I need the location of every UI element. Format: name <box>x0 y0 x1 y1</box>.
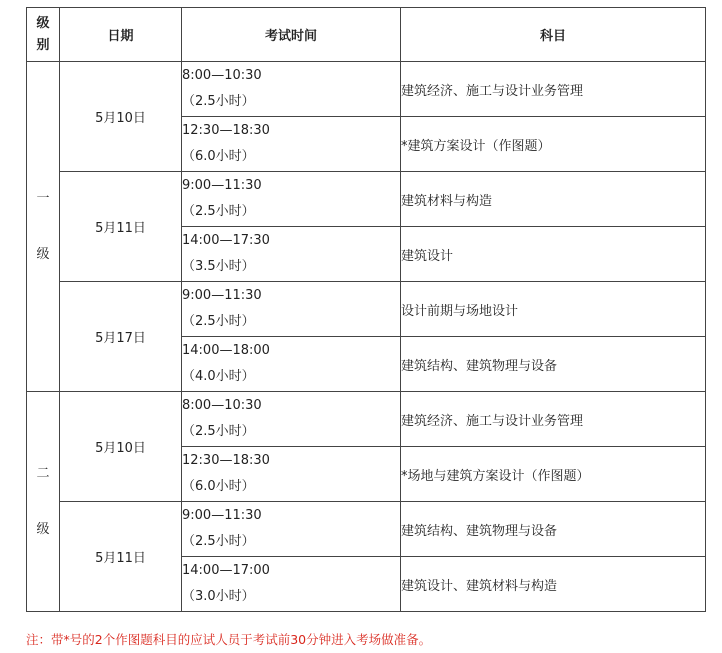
header-subject: 科目 <box>401 8 706 62</box>
header-time: 考试时间 <box>182 8 401 62</box>
subject-cell: *场地与建筑方案设计（作图题） <box>401 447 706 502</box>
time-cell: 14:00—17:30 （3.5小时） <box>182 227 401 282</box>
time-cell: 14:00—18:00 （4.0小时） <box>182 337 401 392</box>
date-cell: 5月11日 <box>60 172 182 282</box>
time-cell: 12:30—18:30 （6.0小时） <box>182 447 401 502</box>
table-row <box>27 282 706 337</box>
table-row <box>27 62 706 117</box>
table-row <box>27 172 706 227</box>
date-cell: 5月10日 <box>60 62 182 172</box>
table-row <box>27 502 706 557</box>
subject-cell: 建筑材料与构造 <box>401 172 706 227</box>
exam-schedule-table <box>26 7 706 612</box>
time-cell: 9:00—11:30 （2.5小时） <box>182 282 401 337</box>
date-cell: 5月11日 <box>60 502 182 612</box>
subject-cell: *建筑方案设计（作图题） <box>401 117 706 172</box>
subject-cell: 建筑设计、建筑材料与构造 <box>401 557 706 612</box>
level-cell: 一 级 <box>27 62 60 392</box>
table-row <box>27 392 706 447</box>
subject-cell: 建筑设计 <box>401 227 706 282</box>
time-cell: 8:00—10:30 （2.5小时） <box>182 392 401 447</box>
subject-cell: 建筑经济、施工与设计业务管理 <box>401 392 706 447</box>
subject-cell: 建筑结构、建筑物理与设备 <box>401 337 706 392</box>
time-cell: 9:00—11:30 （2.5小时） <box>182 172 401 227</box>
subject-cell: 建筑经济、施工与设计业务管理 <box>401 62 706 117</box>
date-cell: 5月10日 <box>60 392 182 502</box>
level-cell: 二 级 <box>27 392 60 612</box>
subject-cell: 建筑结构、建筑物理与设备 <box>401 502 706 557</box>
time-cell: 8:00—10:30 （2.5小时） <box>182 62 401 117</box>
subject-cell: 设计前期与场地设计 <box>401 282 706 337</box>
footnote: 注：带*号的2个作图题科目的应试人员于考试前30分钟进入考场做准备。 <box>26 632 432 647</box>
time-cell: 9:00—11:30 （2.5小时） <box>182 502 401 557</box>
header-date: 日期 <box>60 8 182 62</box>
time-cell: 14:00—17:00 （3.0小时） <box>182 557 401 612</box>
header-row <box>27 8 706 62</box>
date-cell: 5月17日 <box>60 282 182 392</box>
header-level: 级 别 <box>27 8 60 62</box>
time-cell: 12:30—18:30 （6.0小时） <box>182 117 401 172</box>
